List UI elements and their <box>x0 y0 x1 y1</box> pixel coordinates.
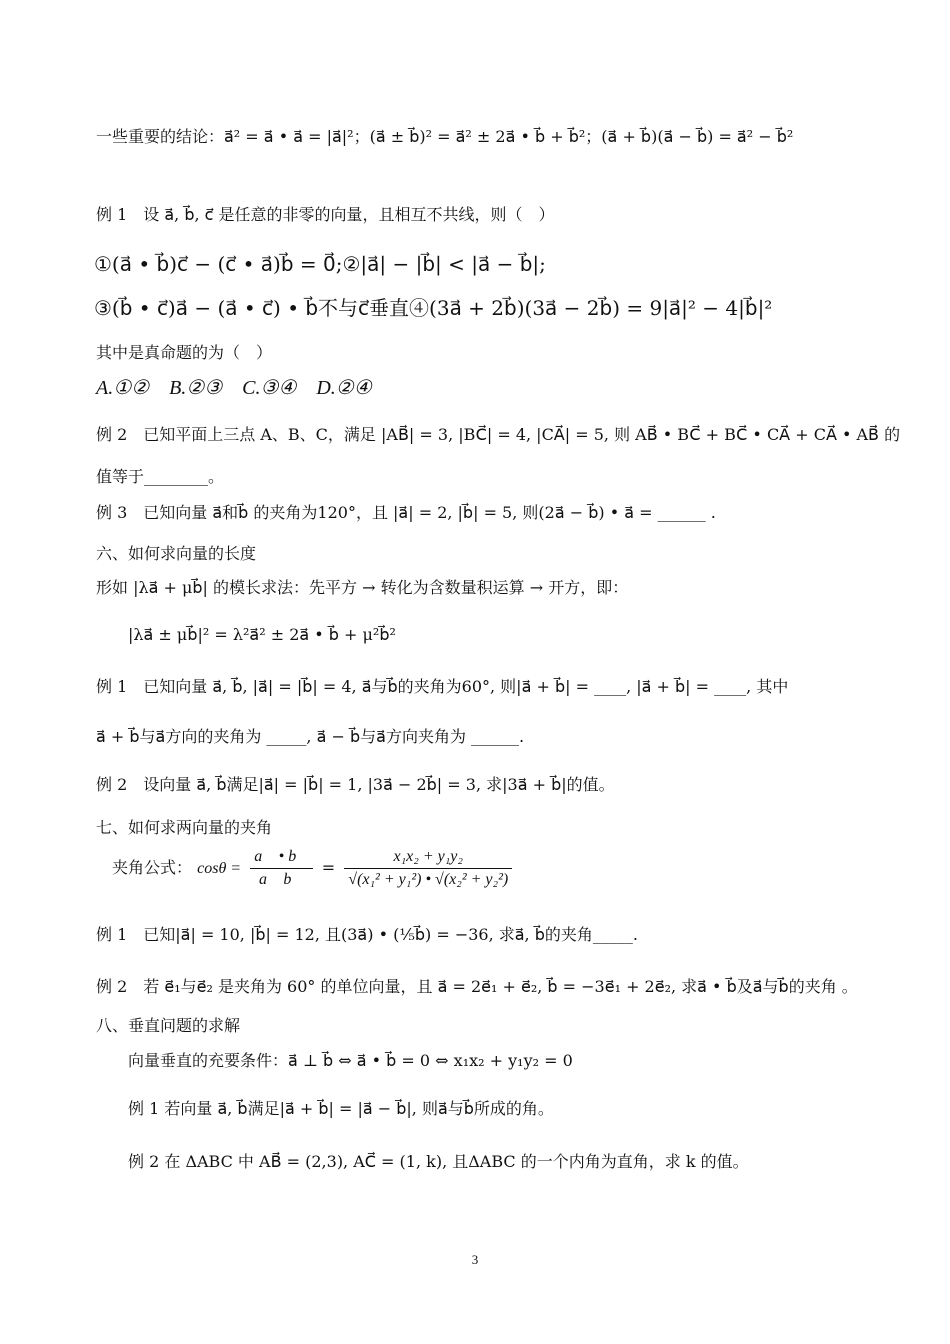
line-ex1-question: 其中是真命题的为（ ） <box>96 343 273 362</box>
angle-formula-frac2 <box>344 846 512 891</box>
line-sec7-ex1: 例 1 已知|a⃗| = 10, |b⃗| = 12, 且(3a⃗) • (⅕b⃗) = −36, 求a⃗, b⃗的夹角_____. <box>96 925 638 944</box>
angle-formula-lhs: cosθ = <box>197 860 242 877</box>
line-conclusions: 一些重要的结论：a⃗² = a⃗ • a⃗ = |a⃗|²；(a⃗ ± b⃗)² = a⃗² ± 2a⃗ • b⃗ + b⃗²；(a⃗ + b⃗)(a⃗ − b⃗) = a⃗² − b⃗² <box>96 127 794 146</box>
angle-formula-label: 夹角公式： <box>112 858 193 877</box>
line-ex1-opt34: ③(b⃗ • c⃗)a⃗ − (a⃗ • c⃗) • b⃗不与c⃗垂直④(3a⃗ + 2b⃗)(3a⃗ − 2b⃗) = 9|a⃗|² − 4|b⃗|² <box>94 296 773 320</box>
line-sec7-ex2: 例 2 若 e⃗₁与e⃗₂ 是夹角为 60° 的单位向量，且 a⃗ = 2e⃗₁ + e⃗₂, b⃗ = −3e⃗₁ + 2e⃗₂, 求a⃗ • b⃗及a⃗与b⃗的夹角 。 <box>96 977 858 996</box>
line-ex1-stem: 例 1 设 a⃗, b⃗, c⃗ 是任意的非零的向量，且相互不共线，则（ ） <box>96 205 555 224</box>
line-ex2-cont: 值等于________。 <box>96 467 225 486</box>
section-7-heading: 七、如何求两向量的夹角 <box>96 818 273 837</box>
line-ex1-opt12: ①(a⃗ • b⃗)c⃗ − (c⃗ • a⃗)b⃗ = 0⃗;②|a⃗| − |b⃗| < |a⃗ − b⃗|; <box>94 252 546 276</box>
line-sec8-cond: 向量垂直的充要条件：a⃗ ⊥ b⃗ ⇔ a⃗ • b⃗ = 0 ⇔ x₁x₂ + y₁y₂ = 0 <box>128 1051 573 1070</box>
line-sec6-method: 形如 |λa⃗ + μb⃗| 的模长求法：先平方 → 转化为含数量积运算 → 开方，即： <box>96 578 629 597</box>
section-6-heading: 六、如何求向量的长度 <box>96 544 257 563</box>
line-sec6-ex1-cont: a⃗ + b⃗与a⃗方向的夹角为 _____, a⃗ − b⃗与a⃗方向夹角为 ______. <box>96 727 525 746</box>
angle-formula-frac1 <box>250 846 313 891</box>
page-number: 3 <box>471 1252 479 1267</box>
line-sec6-ex2: 例 2 设向量 a⃗, b⃗满足|a⃗| = |b⃗| = 1, |3a⃗ − 2b⃗| = 3, 求|3a⃗ + b⃗|的值。 <box>96 775 615 794</box>
line-ex2-stem: 例 2 已知平面上三点 A、B、C，满足 |AB⃗| = 3, |BC⃗| = 4, |CA⃗| = 5, 则 AB⃗ • BC⃗ + BC⃗ • CA⃗ + CA⃗ • AB⃗ 的 <box>96 425 901 444</box>
line-sec8-ex2: 例 2 在 ΔABC 中 AB⃗ = (2,3), AC⃗ = (1, k), 且ΔABC 的一个内角为直角，求 k 的值。 <box>128 1152 749 1171</box>
line-ex1-choices: A.①② B.②③ C.③④ D.②④ <box>96 377 372 399</box>
frac1-denominator: a⃗ b⃗ <box>258 871 304 888</box>
frac2-denominator: √(x₁² + y₁²) • √(x₂² + y₂²) <box>348 871 509 888</box>
line-sec8-ex1: 例 1 若向量 a⃗, b⃗满足|a⃗ + b⃗| = |a⃗ − b⃗|, 则a⃗与b⃗所成的角。 <box>128 1099 554 1118</box>
angle-formula-eq: = <box>321 858 336 877</box>
angle-formula <box>112 846 516 891</box>
frac2-numerator: x₁x₂ + y₁y₂ <box>344 846 512 869</box>
line-ex3: 例 3 已知向量 a⃗和b⃗ 的夹角为120°，且 |a⃗| = 2, |b⃗| = 5, 则(2a⃗ − b⃗) • a⃗ = ______ . <box>96 503 716 522</box>
section-8-heading: 八、垂直问题的求解 <box>96 1016 241 1035</box>
line-sec6-formula: |λa⃗ ± μb⃗|² = λ²a⃗² ± 2a⃗ • b⃗ + μ²b⃗² <box>128 625 396 644</box>
frac1-numerator: a⃗ • b⃗ <box>250 846 313 869</box>
line-sec6-ex1: 例 1 已知向量 a⃗, b⃗, |a⃗| = |b⃗| = 4, a⃗与b⃗的夹角为60°, 则|a⃗ + b⃗| = ____, |a⃗ + b⃗| = ____, 其中 <box>96 677 789 696</box>
